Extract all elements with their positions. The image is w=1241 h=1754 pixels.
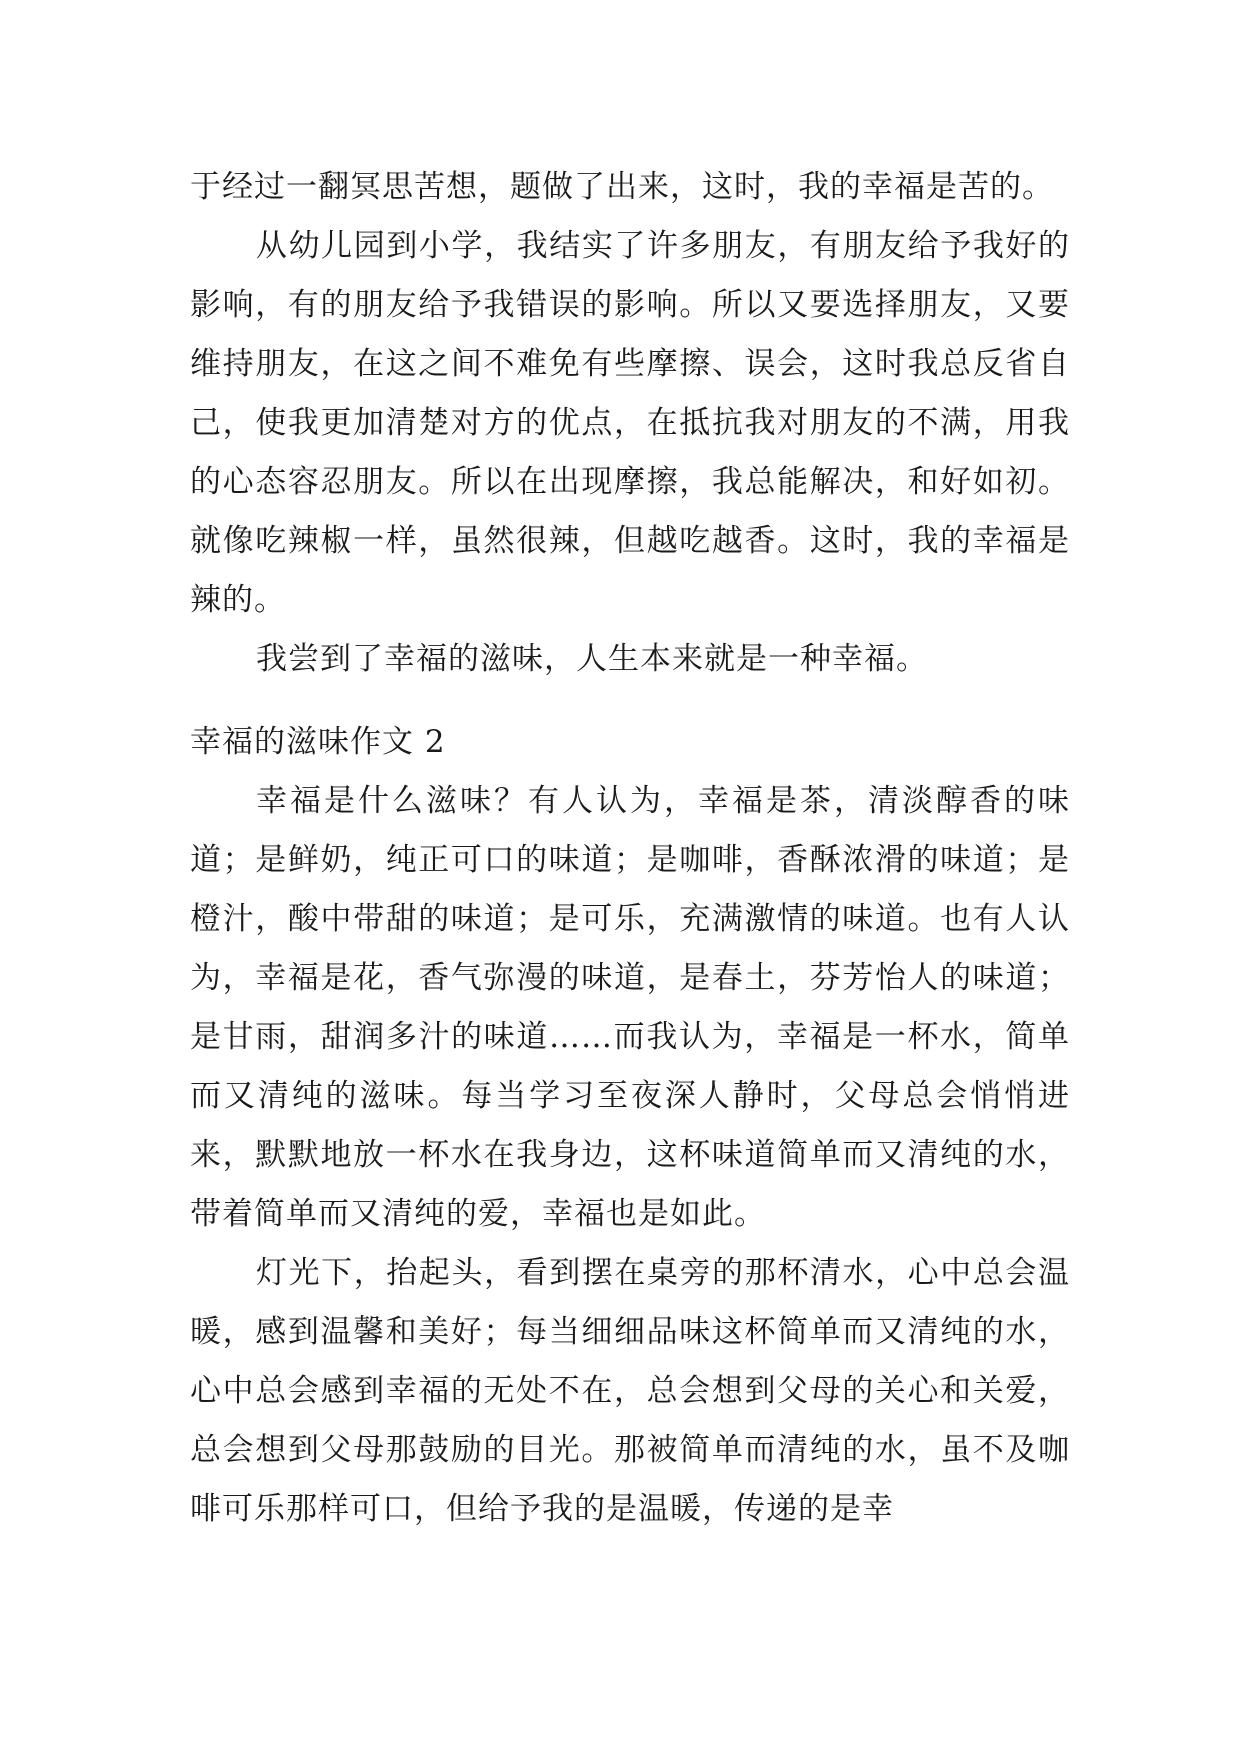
essay-section-2: [190, 713, 1070, 1539]
paragraph-friends: 从幼儿园到小学，我结实了许多朋友，有朋友给予我好的影响，有的朋友给予我错误的影响。所以又要选择朋友，又要维持朋友，在这之间不难免有些摩擦、误会，这时我总反省自己，使我更加清楚对方的优点，在抵抗我对朋友的不满，用我的心态容忍朋友。所以在出现摩擦，我总能解决，和好如初。就像吃辣椒一样，虽然很辣，但越吃越香。这时，我的幸福是辣的。: [190, 228, 1070, 618]
paragraph-continuation: 于经过一翻冥思苦想，题做了出来，这时，我的幸福是苦的。: [190, 169, 1054, 205]
essay-title: 幸福的滋味作文 2: [190, 724, 446, 760]
paragraph-taste-of-happiness: 幸福是什么滋味？有人认为，幸福是茶，清淡醇香的味道；是鲜奶，纯正可口的味道；是咖啡，香酥浓滑的味道；是橙汁，酸中带甜的味道；是可乐，充满激情的味道。也有人认为，幸福是花，香气弥漫的味道，是春土，芬芳怡人的味道；是甘雨，甜润多汁的味道……而我认为，幸福是一杯水，简单而又清纯的滋味。每当学习至夜深人静时，父母总会悄悄进来，默默地放一杯水在我身边，这杯味道简单而又清纯的水，带着简单而又清纯的爱，幸福也是如此。: [190, 783, 1070, 1232]
essay-section-1: [190, 158, 1070, 689]
paragraph-conclusion: 我尝到了幸福的滋味，人生本来就是一种幸福。: [256, 641, 928, 677]
paragraph-lamplight: 灯光下，抬起头，看到摆在桌旁的那杯清水，心中总会温暖，感到温馨和美好；每当细细品味这杯简单而又清纯的水，心中总会感到幸福的无处不在，总会想到父母的关心和关爱，总会想到父母那鼓励的目光。那被简单而清纯的水，虽不及咖啡可乐那样可口，但给予我的是温暖，传递的是幸: [190, 1255, 1070, 1527]
